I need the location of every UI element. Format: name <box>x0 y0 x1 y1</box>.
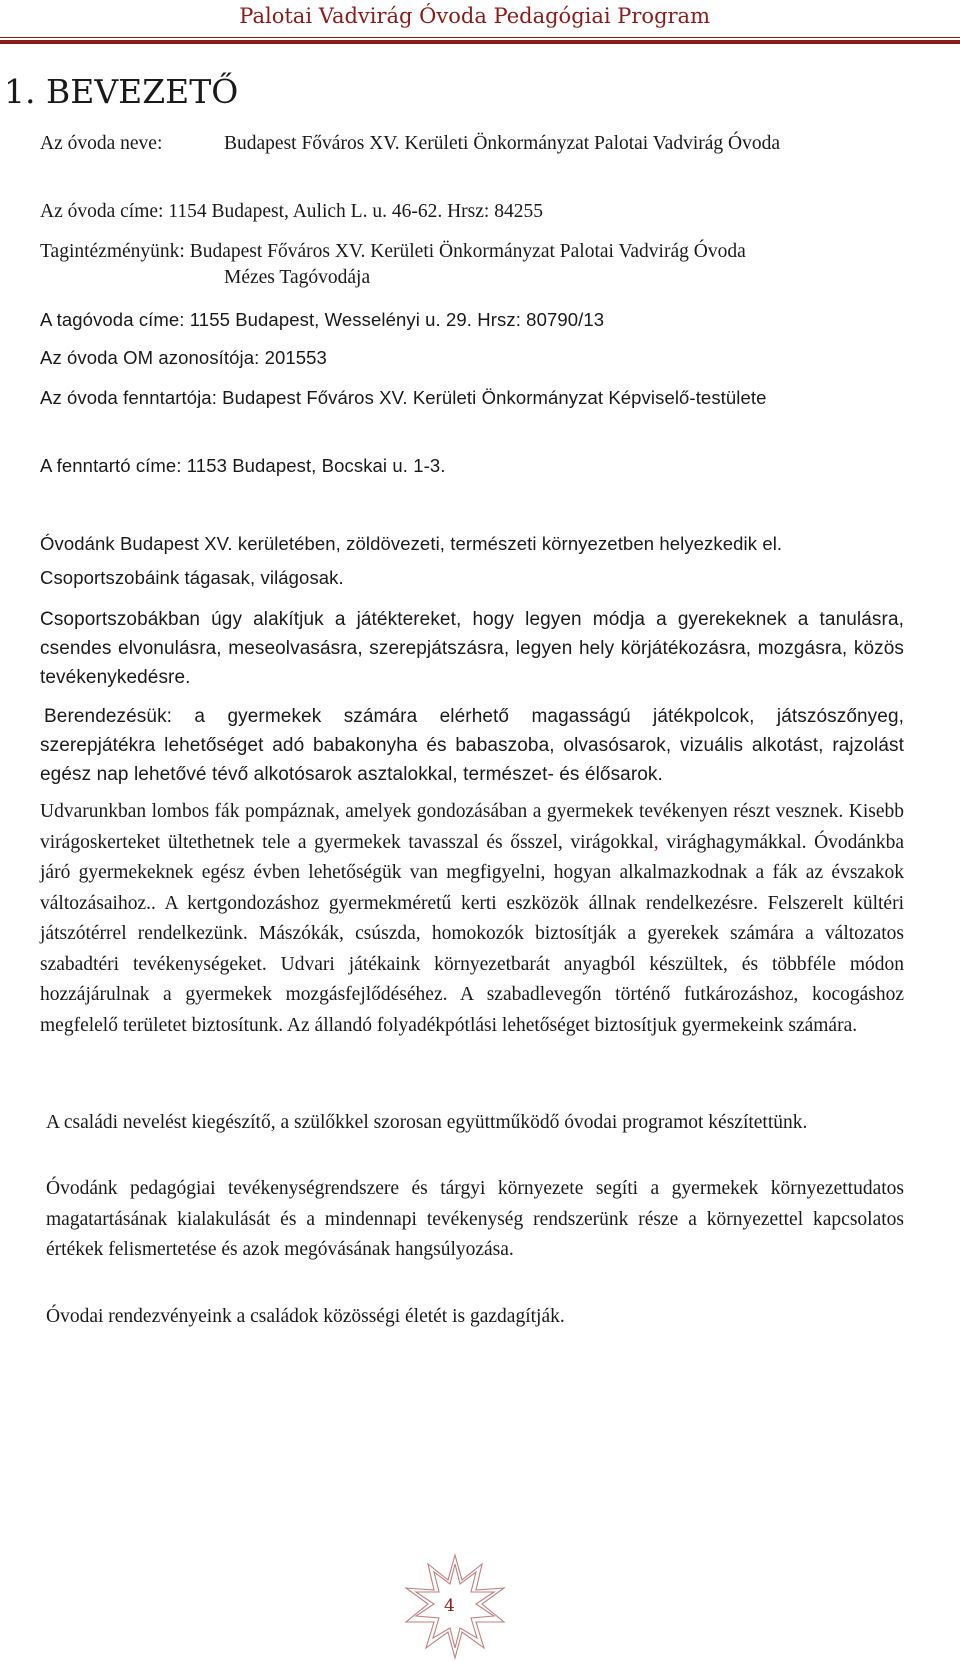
paragraph-family: A családi nevelést kiegészítő, a szülőkkel szorosan együttműködő óvodai programot készítettünk. <box>46 1112 808 1133</box>
om-id-line: Az óvoda OM azonosítója: 201553 <box>40 347 327 368</box>
branch-line-cont: Mézes Tagóvodája <box>224 267 371 288</box>
branch-line: Tagintézményünk: Budapest Főváros XV. Kerületi Önkormányzat Palotai Vadvirág Óvoda <box>40 241 746 262</box>
yard-text-part1: Udvarunkban lombos fák pompáznak, amelyek gondozásában a gyermekek tevékenyen részt vesznek. Kisebb virágoskerteket ültethetnek tele a gyermekek tavasszal és ősszel, virágokkal <box>40 801 904 853</box>
header-rule <box>0 37 960 38</box>
name-row <box>40 130 780 158</box>
name-value: Budapest Főváros XV. Kerületi Önkormányzat Palotai Vadvirág Óvoda <box>224 133 781 154</box>
maintainer-line: Az óvoda fenntartója: Budapest Főváros XV. Kerületi Önkormányzat Képviselő-testülete <box>40 387 767 408</box>
header-title: Palotai Vadvirág Óvoda Pedagógiai Program <box>239 4 710 28</box>
paragraph-location-cont: Csoportszobáink tágasak, világosak. <box>40 567 344 588</box>
paragraph-environment: Óvodánk pedagógiai tevékenységrendszere és tárgyi környezete segíti a gyermekek környezettudatos magatartásának kialakulását és a mindennapi tevékenység rendszerünk része a környezettel kapcsolatos értékek felismertetése és azok megóvásának hangsúlyozása. <box>46 1178 904 1260</box>
paragraph-furniture: Berendezésük: a gyermekek számára elérhető magasságú játékpolcok, játszószőnyeg, szerepjátékra lehetőséget adó babakonyha és babaszoba, olvasósarok, vizuális alkotást, rajzolást egész nap lehetővé tévő alkotósarok asztalokkal, természet- és élősarok. <box>40 706 904 785</box>
paragraph-events: Óvodai rendezvényeink a családok közösségi életét is gazdagítják. <box>46 1306 565 1327</box>
red-comma: , <box>653 831 659 853</box>
page-number: 4 <box>444 1596 455 1616</box>
address-line: Az óvoda címe: 1154 Budapest, Aulich L. u. 46-62. Hrsz: 84255 <box>40 201 543 222</box>
maintainer-address-line: A fenntartó címe: 1153 Budapest, Bocskai u. 1-3. <box>40 455 446 476</box>
header-rule-thick <box>0 40 960 44</box>
paragraph-playrooms: Csoportszobákban úgy alakítjuk a játéktereket, hogy legyen módja a gyerekeknek a tanulásra, csendes elvonulásra, meseolvasásra, szerepjátszásra, legyen hely körjátékozásra, mozgásra, közös tevékenykedésre. <box>40 609 904 688</box>
name-label: Az óvoda neve: <box>40 133 163 154</box>
branch-address-line: A tagóvoda címe: 1155 Budapest, Wesselényi u. 29. Hrsz: 80790/13 <box>40 309 605 330</box>
yard-text-part2: virághagymákkal. Óvodánkba járó gyermekeknek egész évben lehetőségük van megfigyelni, hogyan alkalmazkodnak a fák az évszakok változásaihoz.. A kertgondozáshoz gyermekméretű kerti eszközök állnak rendelkezésre. Felszerelt kültéri játszótérrel rendelkezünk. Mászókák, csúszda, homokozók biztosítják a gyerekek számára a változatos szabadtéri tevékenységeket. Udvari játékaink környezetbarát anyagból készültek, és többféle módon hozzájárulnak a gyermekek mozgásfejlődéséhez. A szabadlevegőn történő futkározáshoz, kocogáshoz megfelelő területet biztosítunk. Az állandó folyadékpótlási lehetőséget biztosítjuk gyermekeink számára. <box>40 831 904 1036</box>
chapter-heading: 1. BEVEZETŐ <box>4 72 239 111</box>
paragraph-location: Óvodánk Budapest XV. kerületében, zöldövezeti, természeti környezetben helyezkedik el. <box>40 533 783 554</box>
star-ornament-icon <box>400 1552 510 1662</box>
paragraph-yard <box>40 797 904 1041</box>
